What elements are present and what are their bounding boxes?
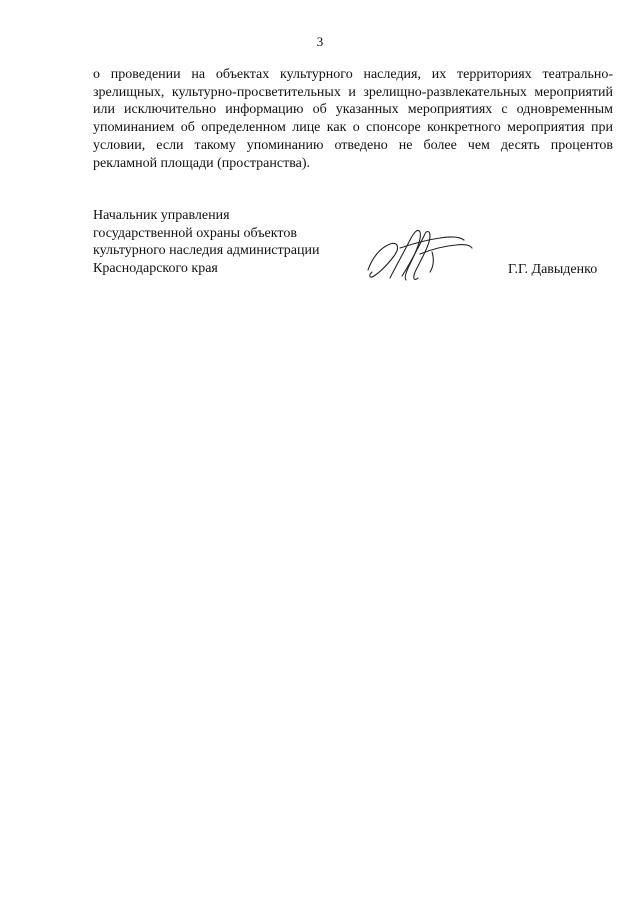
signer-position-line: Краснодарского края: [93, 261, 218, 277]
signer-position-line: Начальник управления: [93, 208, 230, 223]
page-number: 3: [316, 34, 324, 49]
signer-position-line: государственной охраны объектов: [93, 225, 297, 241]
handwritten-signature-icon: [360, 218, 478, 292]
signer-position: [93, 207, 320, 278]
signer-name: Г.Г. Давыденко: [508, 262, 598, 277]
body-paragraph: о проведении на объектах культурного наследия, их территориях театрально-зрелищных, культурно-просветительных и зрелищно-развлекательных мероприятий или исключительно информацию об указанных мероприятиях с одновременным упоминанием об определенном лице как о спонсоре конкретного мероприятия при условии, если такому упоминанию отведено не более чем десять процентов рекламной площади (пространства).: [93, 67, 613, 171]
signer-position-line: культурного наследия администрации: [93, 243, 320, 259]
